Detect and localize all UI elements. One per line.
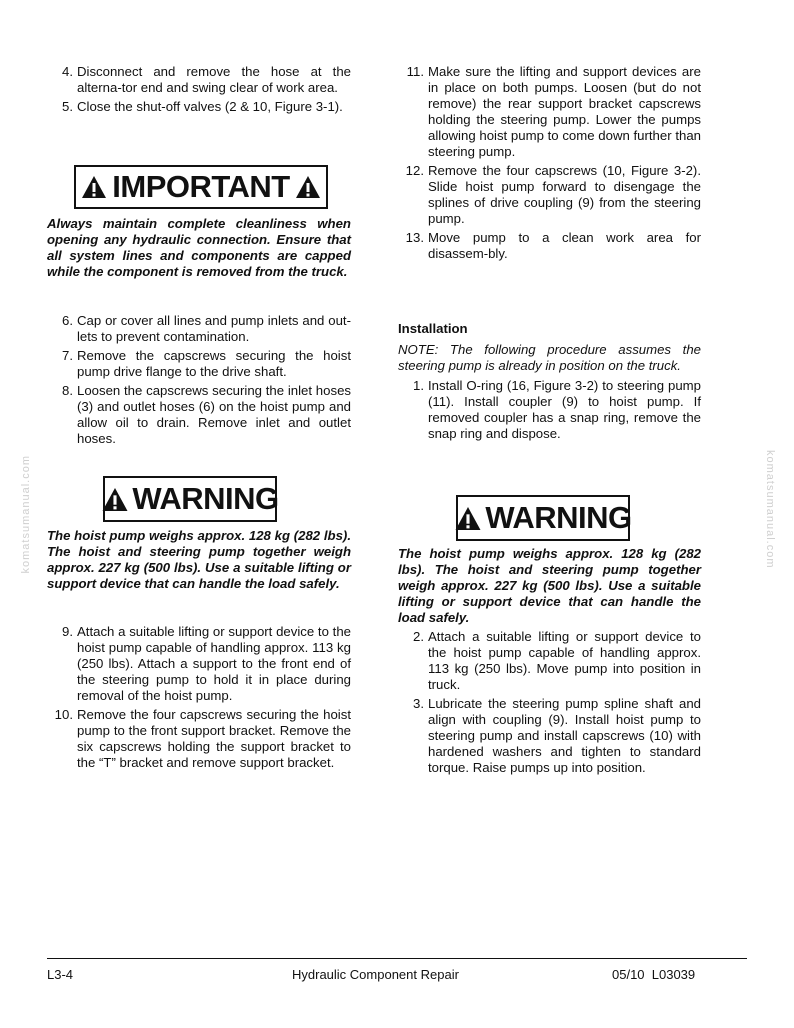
installation-heading: Installation — [398, 321, 468, 336]
installation-note: NOTE: The following procedure assumes the steering pump is already in position on the truck. — [398, 342, 701, 373]
warning-text: The hoist pump weighs approx. 128 kg (282 lbs). The hoist and steering pump together weigh approx. 227 kg (500 lbs). Use a suitable lifting or support device that can handle the load safely. — [47, 528, 351, 591]
important-banner — [74, 165, 328, 209]
step-text: Make sure the lifting and support devices are in place on both pumps. Loosen (but do not remove) the rear support bracket capscrews holding the steering pump. Lower the pumps allowing hoist pump to come down further than steering pump. — [428, 64, 701, 159]
warning-banner — [456, 495, 630, 541]
left-steps-a — [47, 64, 351, 115]
right-steps-a — [398, 64, 701, 262]
warning-triangle-icon — [454, 506, 482, 531]
step-number: 1. — [413, 378, 424, 393]
step-number: 5. — [62, 99, 73, 114]
warning-text: The hoist pump weighs approx. 128 kg (282 lbs). The hoist and steering pump together weigh approx. 227 kg (500 lbs). Use a suitable lifting or support device that can handle the load safely. — [398, 546, 701, 625]
step-3 — [398, 696, 701, 776]
step-text: Loosen the capscrews securing the inlet hoses (3) and outlet hoses (6) on the hoist pump and allow oil to drain. Remove inlet and outlet hoses. — [77, 383, 351, 446]
footer-rule — [47, 958, 747, 959]
step-text: Disconnect and remove the hose at the alterna-tor end and swing clear of work area. — [77, 64, 351, 95]
step-11 — [398, 64, 701, 160]
step-10 — [47, 707, 351, 771]
warning-triangle-icon — [101, 487, 129, 512]
step-text: Remove the capscrews securing the hoist pump drive flange to the drive shaft. — [77, 348, 351, 379]
step-text: Close the shut-off valves (2 & 10, Figure 3-1). — [77, 99, 343, 114]
step-text: Move pump to a clean work area for disassem-bly. — [428, 230, 701, 261]
step-number: 7. — [62, 348, 73, 363]
warning-label: WARNING — [485, 500, 632, 535]
watermark-right: komatsumanual.com — [764, 450, 776, 569]
left-steps-b — [47, 313, 351, 447]
warning-banner — [103, 476, 277, 522]
step-4 — [47, 64, 351, 96]
step-7 — [47, 348, 351, 380]
watermark-left: komatsumanual.com — [20, 455, 32, 574]
step-9 — [47, 624, 351, 704]
step-number: 4. — [62, 64, 73, 79]
step-number: 8. — [62, 383, 73, 398]
step-text: Lubricate the steering pump spline shaft and align with coupling (9). Install hoist pump to steering pump and install capscrews (10) with hardened washers and tighten to standard torque. Raise pumps up into position. — [428, 696, 701, 775]
step-12 — [398, 163, 701, 227]
footer-page-number: L3-4 — [47, 967, 74, 982]
step-text: Remove the four capscrews (10, Figure 3-2). Slide hoist pump forward to disengage the splines of drive coupling (9) from the steering pump. — [428, 163, 701, 226]
step-text: Remove the four capscrews securing the hoist pump to the front support bracket. Remove the six capscrews holding the support bracket to the “T” bracket and remove support bracket. — [77, 707, 351, 770]
step-text: Cap or cover all lines and pump inlets and out-lets to prevent contamination. — [77, 313, 351, 344]
warning-triangle-icon — [81, 175, 107, 199]
warning-triangle-icon — [295, 175, 321, 199]
step-number: 2. — [413, 629, 424, 644]
footer-title: Hydraulic Component Repair — [292, 967, 459, 982]
step-text: Install O-ring (16, Figure 3-2) to steering pump (11). Install coupler (9) to hoist pump. If removed coupler has a snap ring, remove the snap ring and dispose. — [428, 378, 701, 441]
right-column — [398, 64, 701, 779]
step-5 — [47, 99, 351, 115]
step-number: 10. — [54, 707, 73, 722]
step-number: 12. — [405, 163, 424, 178]
step-8 — [47, 383, 351, 447]
step-6 — [47, 313, 351, 345]
step-text: Attach a suitable lifting or support device to the hoist pump capable of handling approx. 113 kg (250 lbs). Attach a support to the front end of the steering pump to hold it in place during removal of the hoist pump. — [77, 624, 351, 703]
right-steps-b — [398, 378, 701, 442]
footer-code: 05/10 L03039 — [612, 967, 696, 982]
step-text: Attach a suitable lifting or support device to the hoist pump capable of handling approx. 113 kg (250 lbs). Move pump into position in truck. — [428, 629, 701, 692]
step-number: 6. — [62, 313, 73, 328]
left-steps-c — [47, 624, 351, 771]
left-column — [47, 64, 351, 774]
step-1 — [398, 378, 701, 442]
important-text: Always maintain complete cleanliness when opening any hydraulic connection. Ensure that all system lines and components are capped while the component is removed from the truck. — [47, 216, 351, 279]
warning-label: WARNING — [132, 481, 279, 516]
step-number: 11. — [406, 64, 424, 79]
step-number: 13. — [405, 230, 424, 245]
step-2 — [398, 629, 701, 693]
step-13 — [398, 230, 701, 262]
right-steps-c — [398, 629, 701, 776]
step-number: 9. — [62, 624, 73, 639]
important-label: IMPORTANT — [112, 169, 290, 204]
step-number: 3. — [413, 696, 424, 711]
